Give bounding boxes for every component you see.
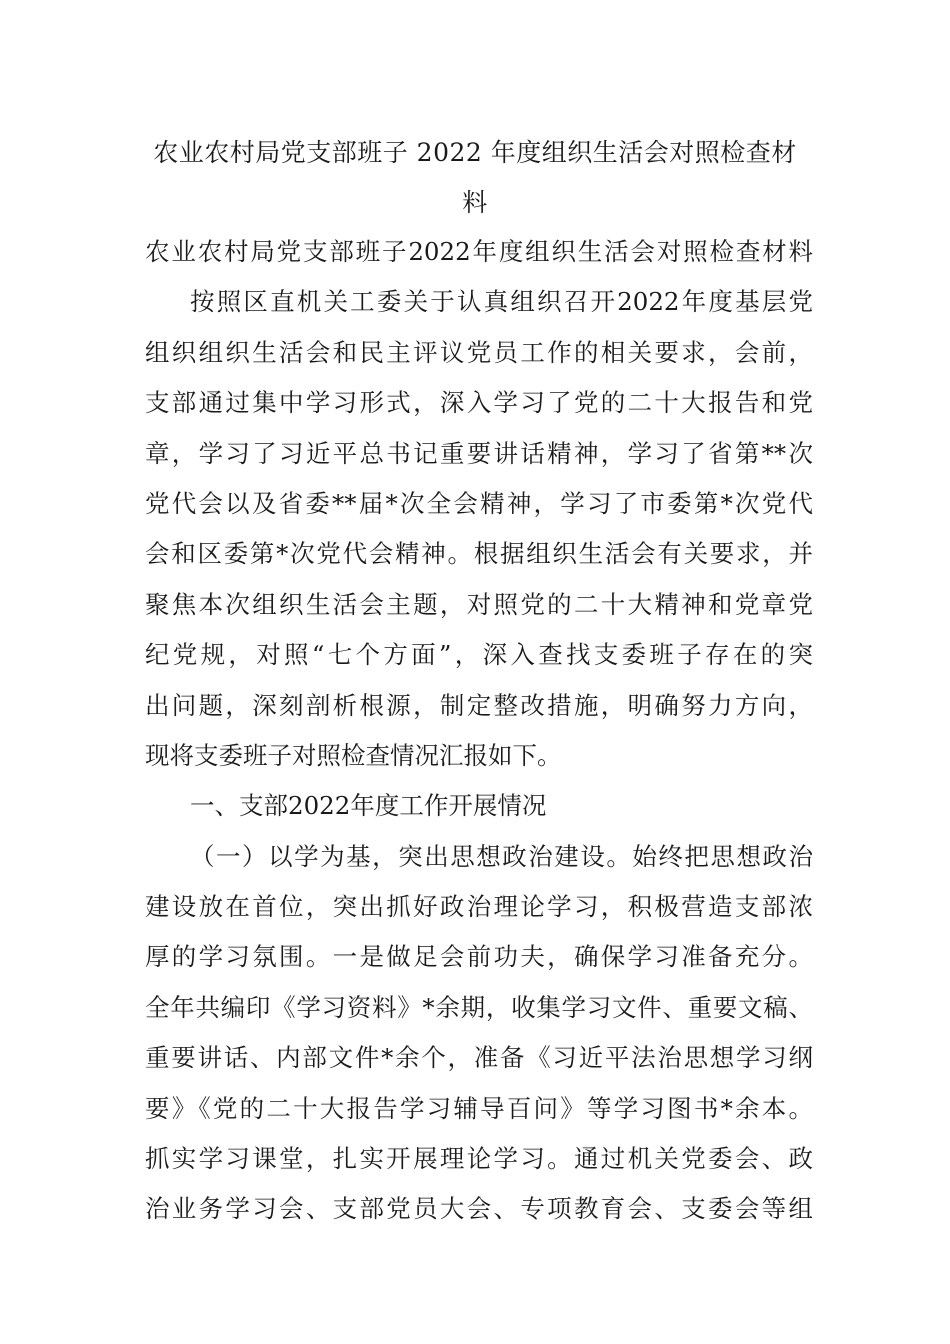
body-text-line: 章，学习了习近平总书记重要讲话精神，学习了省第**次 <box>145 438 813 468</box>
body-text-line: 按照区直机关工委关于认真组织召开2022年度基层党 <box>190 287 813 317</box>
body-text-line: 支部通过集中学习形式，深入学习了党的二十大报告和党 <box>145 388 813 418</box>
body-text-line: 现将支委班子对照检查情况汇报如下。 <box>145 740 562 770</box>
body-text-line: 组织组织生活会和民主评议党员工作的相关要求，会前， <box>145 337 813 367</box>
body-text-line: 重要讲话、内部文件*余个，准备《习近平法治思想学习纲 <box>145 1043 813 1073</box>
body-text-line: 出问题，深刻剖析根源，制定整改措施，明确努力方向， <box>145 690 813 720</box>
body-text-line: 一、支部2022年度工作开展情况 <box>190 791 547 821</box>
body-text-line: 要》《党的二十大报告学习辅导百问》等学习图书*余本。 <box>145 1093 813 1123</box>
body-text-line: 聚焦本次组织生活会主题，对照党的二十大精神和党章党 <box>145 589 813 619</box>
title-line-1: 农业农村局党支部班子 2022 年度组织生活会对照检查材 <box>153 138 797 167</box>
body-text-line: 农业农村局党支部班子2022年度组织生活会对照检查材料 <box>145 237 813 266</box>
body-text-line: （一）以学为基，突出思想政治建设。始终把思想政治 <box>190 841 813 871</box>
body-text-line: 治业务学习会、支部党员大会、专项教育会、支委会等组 <box>145 1194 813 1224</box>
title-line-2: 料 <box>462 188 488 217</box>
body-text-line: 会和区委第*次党代会精神。根据组织生活会有关要求，并 <box>145 539 813 569</box>
body-text-line: 建设放在首位，突出抓好政治理论学习，积极营造支部浓 <box>145 892 813 922</box>
body-text-line: 抓实学习课堂，扎实开展理论学习。通过机关党委会、政 <box>145 1144 813 1174</box>
body-text-line: 纪党规，对照“七个方面”，深入查找支委班子存在的突 <box>145 640 813 670</box>
document-title <box>140 128 810 228</box>
body-text-line: 厚的学习氛围。一是做足会前功夫，确保学习准备充分。 <box>145 942 813 972</box>
body-text-line: 党代会以及省委**届*次全会精神，学习了市委第*次党代 <box>145 488 813 518</box>
document-body <box>145 227 813 1235</box>
body-text-line: 全年共编印《学习资料》*余期，收集学习文件、重要文稿、 <box>145 992 813 1022</box>
